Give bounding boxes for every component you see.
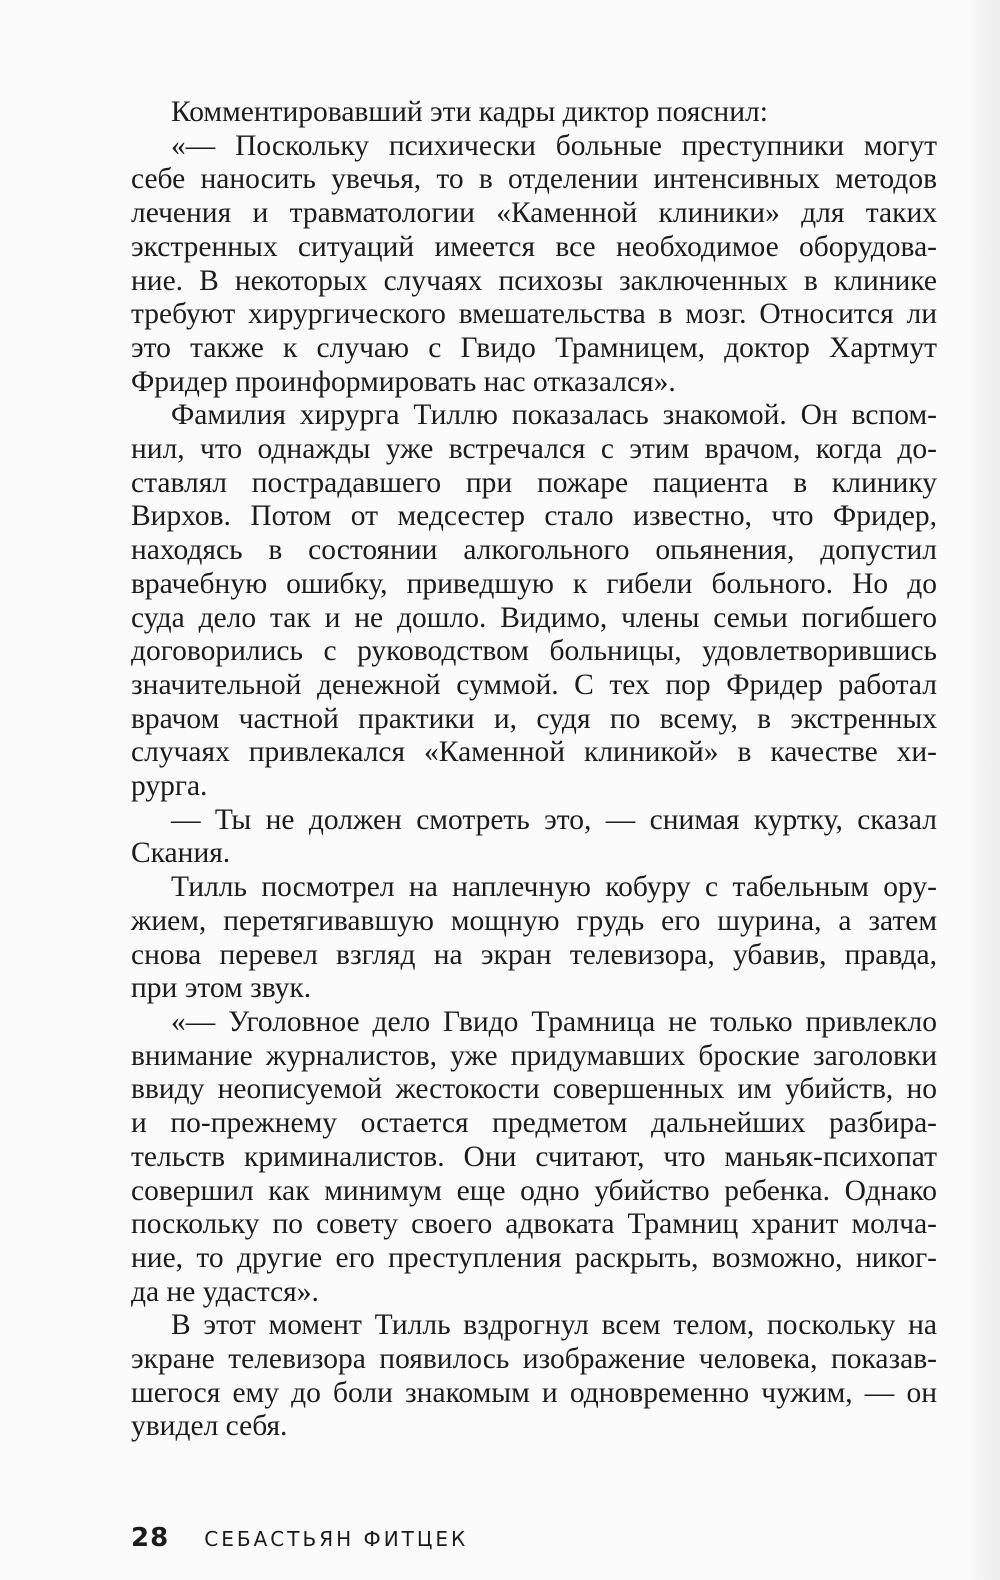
text-line: «— Уголовное дело Гвидо Трамница не только привлекло [171, 1005, 937, 1038]
text-line: лечения и травматологии «Каменной клиники» для таких [131, 197, 937, 230]
text-line: значительной денежной суммой. С тех пор Фридер работал [131, 668, 937, 701]
text-line: совершил как минимум еще одно убийство ребенка. Однако [131, 1174, 937, 1207]
author-name: СЕБАСТЬЯН ФИТЦЕК [204, 1527, 469, 1551]
text-line: ставлял пострадавшего при пожаре пациента в клинику [131, 466, 937, 499]
text-line: и по-прежнему остается предметом дальнейших разбира- [131, 1107, 937, 1140]
text-line: — Ты не должен смотреть это, — снимая куртку, сказал [171, 803, 937, 836]
text-line: ввиду неописуемой жестокости совершенных им убийств, но [131, 1073, 937, 1106]
text-line: В этот момент Тилль вздрогнул всем телом, поскольку на [171, 1309, 937, 1342]
text-line: увидел себя. [131, 1410, 288, 1443]
text-line: Фамилия хирурга Тиллю показалась знакомой. Он вспом- [171, 399, 937, 432]
text-line: «— Поскольку психически больные преступники могут [171, 129, 937, 162]
paragraph [131, 804, 937, 871]
text-line: Вирхов. Потом от медсестер стало известно, что Фридер, [131, 500, 937, 533]
text-line: суда дело так и не дошло. Видимо, члены семьи погибшего [131, 601, 937, 634]
text-line: требуют хирургического вмешательства в мозг. Относится ли [131, 298, 937, 331]
paragraph [131, 399, 937, 803]
text-line: экстренных ситуаций имеется все необходимое оборудова- [131, 230, 937, 263]
text-line: нил, что однажды уже встречался с этим врачом, когда до- [131, 433, 937, 466]
text-line: тельств криминалистов. Они считают, что маньяк-психопат [131, 1140, 937, 1173]
text-line: случаях привлекался «Каменной клиникой» в качестве хи- [131, 736, 937, 769]
text-line: Комментировавший эти кадры диктор пояснил: [171, 96, 768, 128]
text-line: это также к случаю с Гвидо Трамницем, доктор Хартмут [131, 331, 937, 364]
text-line: Фридер проинформировать нас отказался». [131, 365, 676, 398]
text-line: шегося ему до боли знакомым и одновременно чужим, — он [131, 1376, 937, 1409]
paragraph [131, 871, 937, 1006]
text-line: Тилль посмотрел на наплечную кобуру с табельным ору- [171, 871, 937, 904]
paragraph [131, 1309, 937, 1444]
text-line: врачом частной практики и, судя по всему, в экстренных [131, 702, 937, 735]
page-edge-shadow [972, 0, 1000, 1580]
text-line: договорились с руководством больницы, удовлетворившись [131, 635, 937, 668]
text-line: врачебную ошибку, приведшую к гибели больного. Но до [131, 567, 937, 600]
text-line: ние, то другие его преступления раскрыть, возможно, никог- [131, 1241, 937, 1274]
text-line: экране телевизора появилось изображение человека, показав- [131, 1343, 937, 1376]
text-line: себе наносить увечья, то в отделении интенсивных методов [131, 163, 937, 196]
text-line: жием, перетягивавшую мощную грудь его шурина, а затем [131, 904, 937, 937]
text-line: ние. В некоторых случаях психозы заключенных в клинике [131, 264, 937, 297]
paragraph [131, 1006, 937, 1309]
text-line: рурга. [131, 770, 208, 803]
paragraph [131, 130, 937, 400]
paragraph [131, 96, 937, 130]
text-line: Скания. [131, 837, 231, 870]
text-line: снова перевел взгляд на экран телевизора, убавив, правда, [131, 938, 937, 971]
body-text [131, 96, 937, 1444]
text-line: поскольку по совету своего адвоката Трамниц хранит молча- [131, 1208, 937, 1241]
page-number: 28 [131, 1523, 170, 1553]
text-line: внимание журналистов, уже придумавших броские заголовки [131, 1039, 937, 1072]
running-footer [131, 1523, 468, 1553]
text-line: да не удастся». [131, 1275, 319, 1308]
text-line: при этом звук. [131, 972, 312, 1005]
text-line: находясь в состоянии алкогольного опьянения, допустил [131, 534, 937, 567]
